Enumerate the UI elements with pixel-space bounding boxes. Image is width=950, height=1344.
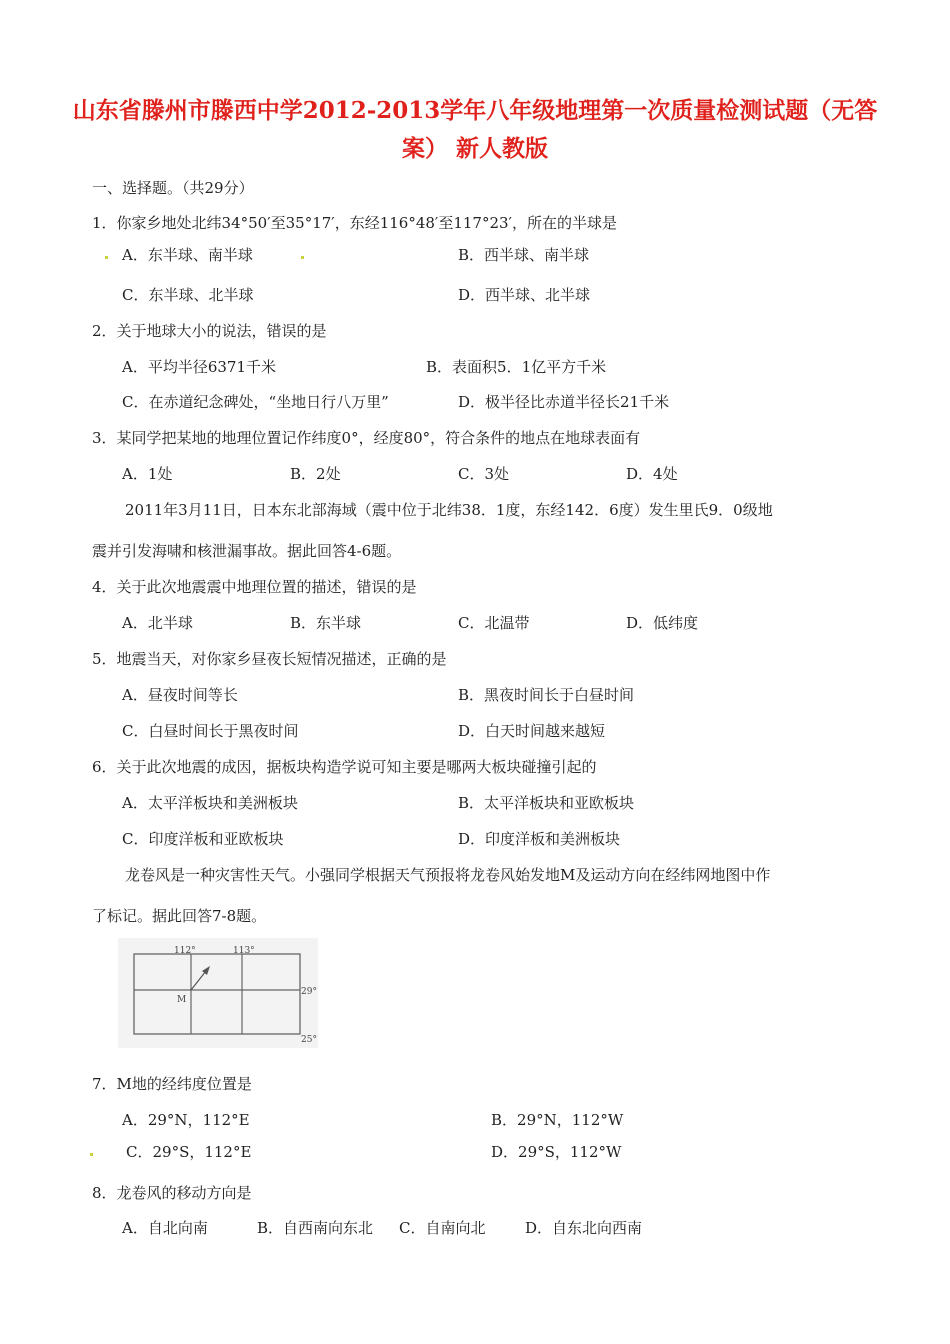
q1-option-d: D．西半球、北半球 (458, 286, 591, 304)
title-line-2: 案） 新人教版 (401, 135, 548, 162)
q1-stem: 1．你家乡地处北纬34°50′至35°17′，东经116°48′至117°23′，所在的半球是 (92, 214, 617, 232)
q8-stem: 8．龙卷风的移动方向是 (92, 1184, 252, 1202)
passage-1-line-1: 2011年3月11日，日本东北部海域（震中位于北纬38．1度，东经142．6度）发生里氏9．0级地 (125, 501, 773, 519)
lon-label-112: 112° (174, 946, 196, 956)
q3-option-b: B．2处 (290, 465, 341, 483)
scan-mark (90, 1153, 93, 1156)
passage-1-line-2: 震并引发海啸和核泄漏事故。据此回答4-6题。 (92, 542, 402, 560)
q4-stem: 4．关于此次地震震中地理位置的描述，错误的是 (92, 578, 417, 596)
q7-stem: 7．M地的经纬度位置是 (92, 1075, 252, 1093)
q1-option-b: B．西半球、南半球 (458, 246, 590, 264)
lat-label-29: 29° (301, 987, 317, 997)
q5-option-a: A．昼夜时间等长 (122, 686, 238, 704)
scan-mark (105, 256, 108, 259)
q6-stem: 6．关于此次地震的成因，据板块构造学说可知主要是哪两大板块碰撞引起的 (92, 758, 597, 776)
q5-option-c: C．白昼时间长于黑夜时间 (122, 722, 299, 740)
passage-2-line-1: 龙卷风是一种灾害性天气。小强同学根据天气预报将龙卷风始发地M及运动方向在经纬网地图中作 (125, 866, 771, 884)
q5-stem: 5．地震当天，对你家乡昼夜长短情况描述，正确的是 (92, 650, 447, 668)
q1-option-a: A．东半球、南半球 (122, 246, 253, 264)
q5-option-b: B．黑夜时间长于白昼时间 (458, 686, 635, 704)
q3-stem: 3．某同学把某地的地理位置记作纬度0°，经度80°，符合条件的地点在地球表面有 (92, 429, 641, 447)
scan-mark (301, 256, 304, 259)
lon-label-113: 113° (233, 946, 255, 956)
lat-label-25: 25° (301, 1035, 317, 1045)
q4-option-c: C．北温带 (458, 614, 530, 632)
passage-2-line-2: 了标记。据此回答7-8题。 (92, 907, 267, 925)
q3-option-a: A．1处 (122, 465, 173, 483)
lat-lon-grid-figure (118, 938, 318, 1048)
q6-option-a: A．太平洋板块和美洲板块 (122, 794, 298, 812)
q3-option-c: C．3处 (458, 465, 510, 483)
q2-stem: 2．关于地球大小的说法，错误的是 (92, 322, 327, 340)
q7-option-d: D．29°S，112°W (491, 1143, 622, 1161)
q8-option-a: A．自北向南 (122, 1219, 208, 1237)
grid-map-svg (118, 938, 318, 1048)
q4-option-d: D．低纬度 (626, 614, 699, 632)
q6-option-c: C．印度洋板和亚欧板块 (122, 830, 284, 848)
q5-option-d: D．白天时间越来越短 (458, 722, 606, 740)
q2-option-a: A．平均半径6371千米 (122, 358, 277, 376)
q8-option-b: B．自西南向东北 (257, 1219, 374, 1237)
q2-option-b: B．表面积5．1亿平方千米 (426, 358, 607, 376)
title-line-1: 山东省滕州市滕西中学2012-2013学年八年级地理第一次质量检测试题（无答 (72, 97, 878, 124)
q3-option-d: D．4处 (626, 465, 678, 483)
q7-option-c: C．29°S，112°E (126, 1143, 252, 1161)
section-heading: 一、选择题。（共29分） (92, 179, 254, 197)
q4-option-a: A．北半球 (122, 614, 193, 632)
q8-option-c: C．自南向北 (399, 1219, 486, 1237)
q4-option-b: B．东半球 (290, 614, 362, 632)
q8-option-d: D．自东北向西南 (525, 1219, 643, 1237)
q6-option-d: D．印度洋板和美洲板块 (458, 830, 621, 848)
q6-option-b: B．太平洋板块和亚欧板块 (458, 794, 635, 812)
q7-option-a: A．29°N，112°E (122, 1111, 250, 1129)
q2-option-d: D．极半径比赤道半径长21千米 (458, 393, 670, 411)
q1-option-c: C．东半球、北半球 (122, 286, 254, 304)
q7-option-b: B．29°N，112°W (491, 1111, 624, 1129)
q2-option-c: C．在赤道纪念碑处，“坐地日行八万里” (122, 393, 389, 411)
point-m-label: M (177, 995, 187, 1005)
